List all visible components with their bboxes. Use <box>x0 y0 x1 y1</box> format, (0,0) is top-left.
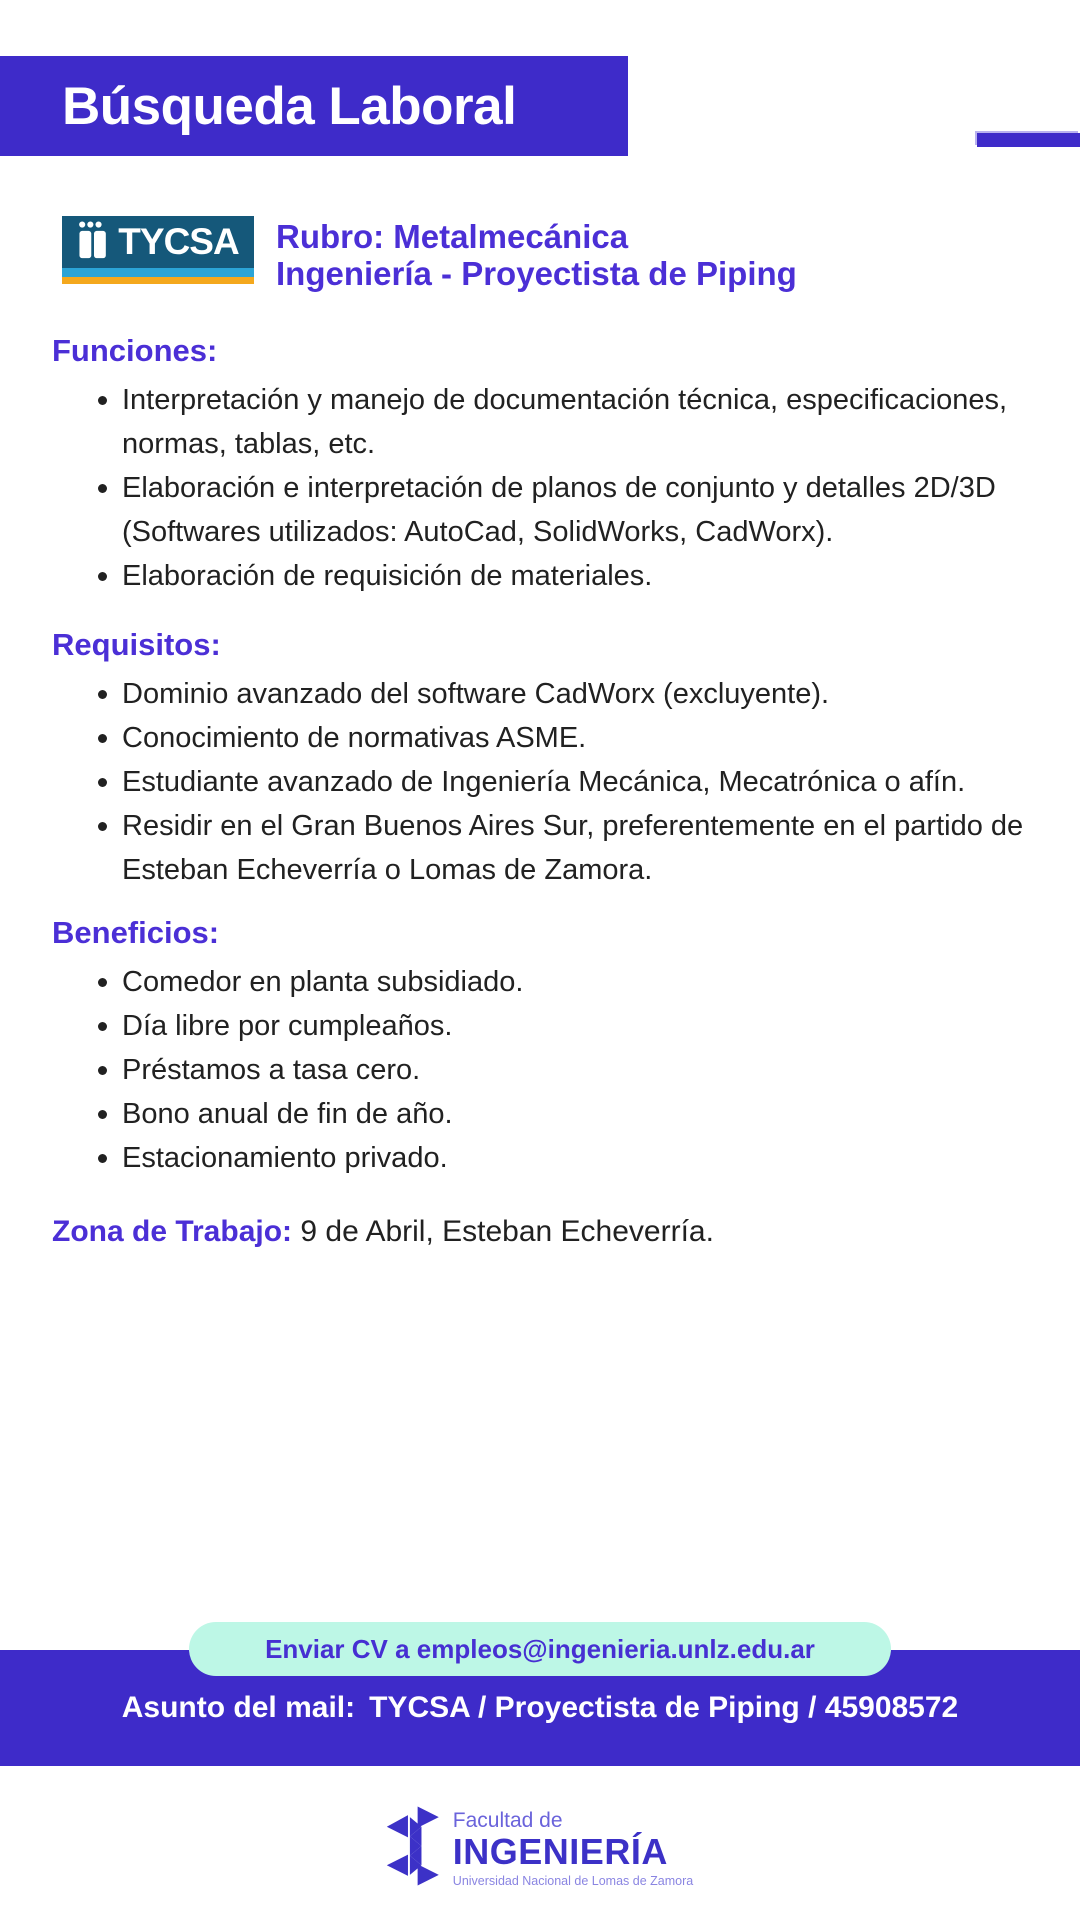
list-item: Estacionamiento privado. <box>96 1136 1028 1180</box>
tycsa-stripe-cyan <box>62 268 254 277</box>
facultad-logo <box>387 1804 693 1893</box>
tycsa-logo-text: TYCSA <box>118 221 239 262</box>
tycsa-logo-main <box>62 216 254 268</box>
tycsa-stripe-yellow <box>62 277 254 284</box>
list-item: Estudiante avanzado de Ingeniería Mecánica, Mecatrónica o afín. <box>96 760 1028 804</box>
section-title-beneficios: Beneficios: <box>52 915 220 950</box>
list-item: Elaboración de requisición de materiales. <box>96 554 1028 598</box>
title-banner <box>0 56 628 156</box>
send-cv-label: Enviar CV a empleos@ingenieria.unlz.edu.ar <box>265 1633 815 1664</box>
list-item: Bono anual de fin de año. <box>96 1092 1028 1136</box>
requisitos-list <box>96 672 1028 892</box>
mail-subject-label: Asunto del mail: <box>121 1691 356 1724</box>
tycsa-logo <box>62 216 254 284</box>
beneficios-list <box>96 960 1028 1180</box>
facultad-line3: Universidad Nacional de Lomas de Zamora <box>452 1873 694 1888</box>
zona-de-trabajo <box>52 1212 1028 1252</box>
facultad-line2: INGENIERÍA <box>452 1830 668 1872</box>
facultad-ingenieria-icon <box>387 1804 439 1893</box>
page-title: Búsqueda Laboral <box>62 76 517 136</box>
facultad-line1: Facultad de <box>452 1808 563 1832</box>
mail-subject-value: TYCSA / Proyectista de Piping / 45908572 <box>369 1691 959 1724</box>
list-item: Conocimiento de normativas ASME. <box>96 716 1028 760</box>
send-cv-button[interactable] <box>189 1622 891 1676</box>
list-item: Dominio avanzado del software CadWorx (excluyente). <box>96 672 1028 716</box>
zona-label: Zona de Trabajo: <box>52 1215 293 1248</box>
list-item: Préstamos a tasa cero. <box>96 1048 1028 1092</box>
flyer-content <box>52 332 1028 1252</box>
role-heading <box>276 216 797 292</box>
list-item: Residir en el Gran Buenos Aires Sur, preferentemente en el partido de Esteban Echeverría o Lomas de Zamora. <box>96 804 1028 892</box>
role-heading-line2: Ingeniería - Proyectista de Piping <box>276 255 797 292</box>
facultad-text-block <box>453 1809 693 1889</box>
tycsa-pillars-icon <box>77 220 111 265</box>
section-title-funciones: Funciones: <box>52 333 218 368</box>
role-heading-line1: Rubro: Metalmecánica <box>276 218 629 255</box>
zona-value: 9 de Abril, Esteban Echeverría. <box>300 1215 714 1248</box>
list-item: Interpretación y manejo de documentación técnica, especificaciones, normas, tablas, etc. <box>96 378 1028 466</box>
list-item: Comedor en planta subsidiado. <box>96 960 1028 1004</box>
section-title-requisitos: Requisitos: <box>52 627 221 662</box>
list-item: Día libre por cumpleaños. <box>96 1004 1028 1048</box>
company-header <box>62 216 797 292</box>
list-item: Elaboración e interpretación de planos de conjunto y detalles 2D/3D (Softwares utilizados: AutoCad, SolidWorks, CadWorx). <box>96 466 1028 554</box>
decorative-bar <box>977 133 1080 147</box>
funciones-list <box>96 378 1028 598</box>
